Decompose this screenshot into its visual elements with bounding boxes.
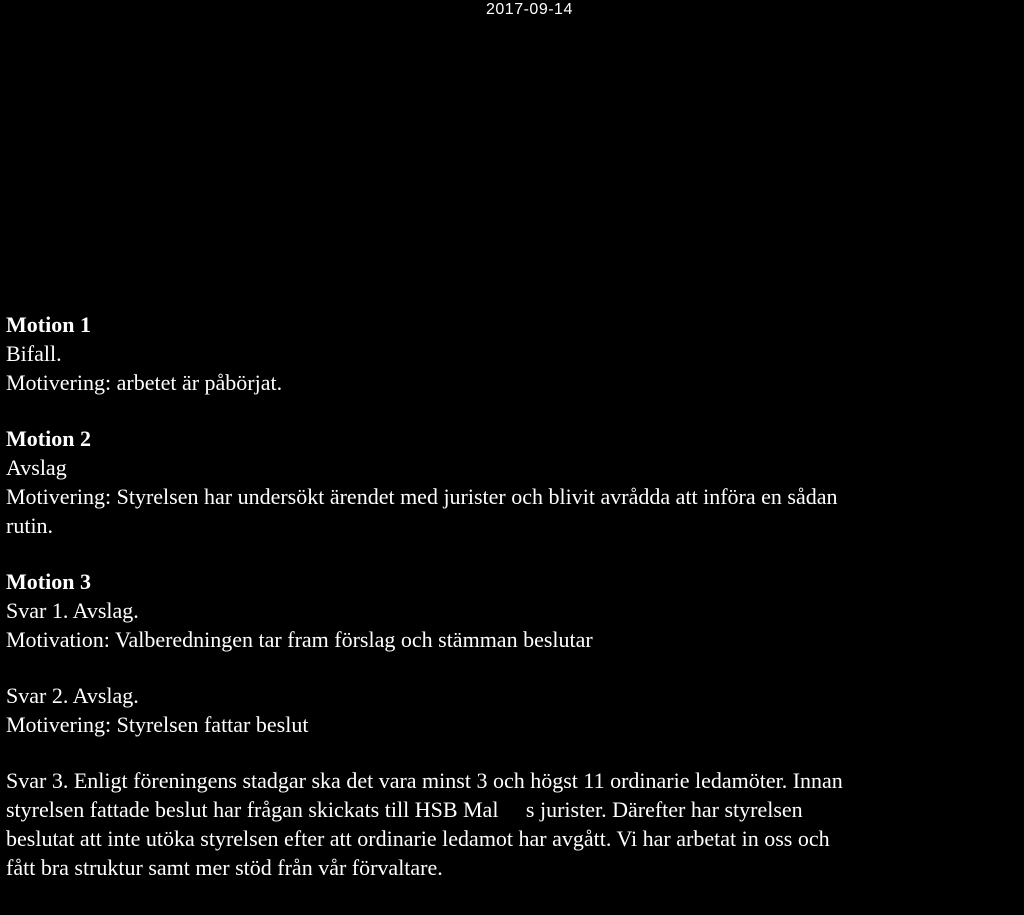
motion-3-title: Motion 3 (6, 569, 91, 594)
spacer (6, 739, 1022, 766)
motion-1-decision: Bifall. (6, 341, 62, 366)
document-body (6, 310, 1022, 882)
motion-2-decision: Avslag (6, 455, 67, 480)
spacer (6, 654, 1022, 681)
motion-1-title: Motion 1 (6, 312, 91, 337)
motion-1-reason: Motivering: arbetet är påbörjat. (6, 370, 283, 395)
spacer (6, 397, 1022, 424)
motion-2-reason-line-2: rutin. (6, 513, 54, 538)
motion-3-answer-3-line-3: beslutat att inte utöka styrelsen efter att ordinarie ledamot har avgått. Vi har arbetat in oss och (6, 826, 830, 851)
document-date: 2017-09-14 (486, 1, 573, 18)
motion-2-reason-line-1: Motivering: Styrelsen har undersökt ärendet med jurister och blivit avrådda att införa en sådan (6, 484, 838, 509)
spacer (6, 540, 1022, 567)
motion-3-answer-3-line-4: fått bra struktur samt mer stöd från vår förvaltare. (6, 855, 443, 880)
motion-2-title: Motion 2 (6, 426, 91, 451)
motion-3-answer-2-reason: Motivering: Styrelsen fattar beslut (6, 712, 309, 737)
motion-3-answer-1: Svar 1. Avslag. (6, 598, 139, 623)
motion-3-answer-3-line-1: Svar 3. Enligt föreningens stadgar ska det vara minst 3 och högst 11 ordinarie ledamöter. Innan (6, 768, 843, 793)
motion-3-answer-2: Svar 2. Avslag. (6, 683, 139, 708)
motion-3-answer-3-line-2: styrelsen fattade beslut har frågan skickats till HSB Mal s jurister. Därefter har styrelsen (6, 797, 803, 822)
motion-3-answer-1-reason: Motivation: Valberedningen tar fram förslag och stämman beslutar (6, 627, 593, 652)
